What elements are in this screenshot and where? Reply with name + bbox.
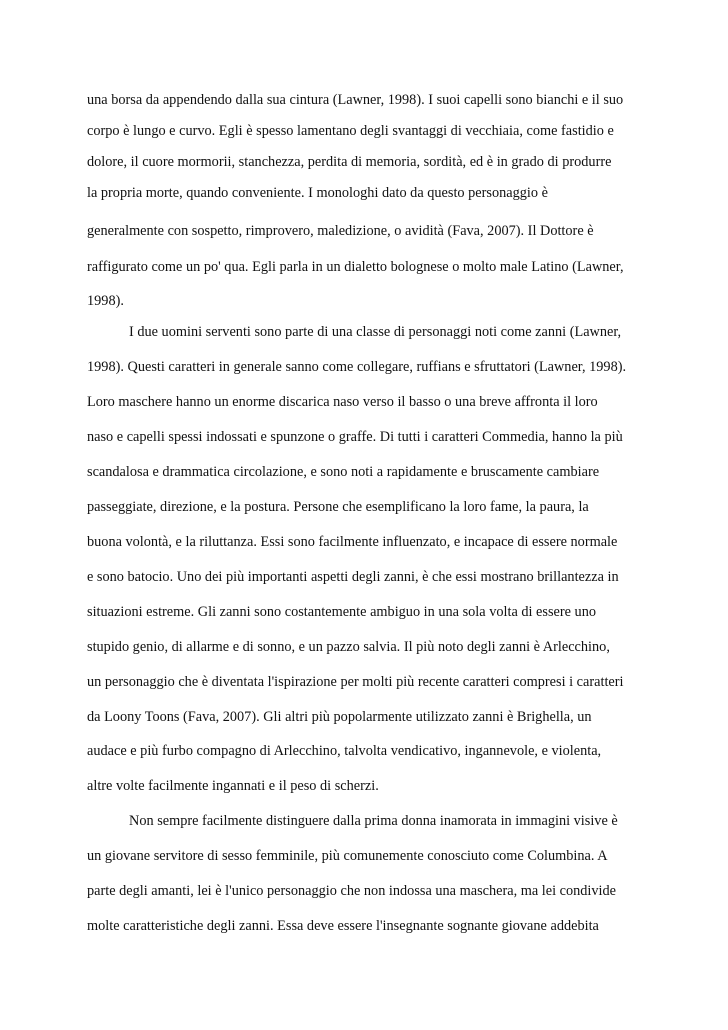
text-line: naso e capelli spessi indossati e spunzone o graffe. Di tutti i caratteri Commedia, hanno la più — [87, 429, 623, 445]
text-line: passeggiate, direzione, e la postura. Persone che esemplificano la loro fame, la paura, la — [87, 499, 589, 515]
text-line: 1998). Questi caratteri in generale sanno come collegare, ruffians e sfruttatori (Lawner, 1998). — [87, 359, 627, 375]
paragraph-start-line: I due uomini serventi sono parte di una classe di personaggi noti come zanni (Lawner, — [129, 324, 622, 340]
text-line: stupido genio, di allarme e di sonno, e un pazzo salvia. Il più noto degli zanni è Arlecchino, — [87, 639, 610, 655]
text-line: altre volte facilmente ingannati e il peso di scherzi. — [87, 778, 379, 794]
text-line: raffigurato come un po' qua. Egli parla in un dialetto bolognese o molto male Latino (Lawner, — [87, 259, 624, 275]
text-line: un personaggio che è diventata l'ispirazione per molti più recente caratteri compresi i caratteri — [87, 674, 624, 690]
text-line: e sono batocio. Uno dei più importanti aspetti degli zanni, è che essi mostrano brillantezza in — [87, 569, 619, 585]
text-line: molte caratteristiche degli zanni. Essa deve essere l'insegnante sognante giovane addebita — [87, 918, 599, 934]
text-line: una borsa da appendendo dalla sua cintura (Lawner, 1998). I suoi capelli sono bianchi e il suo — [87, 92, 624, 108]
text-line: parte degli amanti, lei è l'unico personaggio che non indossa una maschera, ma lei condivide — [87, 883, 617, 899]
text-line: 1998). — [87, 293, 124, 309]
text-line: corpo è lungo e curvo. Egli è spesso lamentano degli svantaggi di vecchiaia, come fastidio e — [87, 123, 614, 139]
text-line: audace e più furbo compagno di Arlecchino, talvolta vendicativo, ingannevole, e violenta, — [87, 743, 602, 759]
text-line: dolore, il cuore mormorii, stanchezza, perdita di memoria, sordità, ed è in grado di produrre — [87, 154, 612, 170]
text-line: generalmente con sospetto, rimprovero, maledizione, o avidità (Fava, 2007). Il Dottore è — [87, 223, 594, 239]
text-line: Loro maschere hanno un enorme discarica naso verso il basso o una breve affronta il loro — [87, 394, 598, 410]
text-line: la propria morte, quando conveniente. I monologhi dato da questo personaggio è — [87, 185, 548, 201]
text-line: buona volontà, e la riluttanza. Essi sono facilmente influenzato, e incapace di essere normale — [87, 534, 618, 550]
text-line: da Loony Toons (Fava, 2007). Gli altri più popolarmente utilizzato zanni è Brighella, un — [87, 709, 592, 725]
text-line: situazioni estreme. Gli zanni sono costantemente ambiguo in una sola volta di essere uno — [87, 604, 596, 620]
text-line: un giovane servitore di sesso femminile, più comunemente conosciuto come Columbina. A — [87, 848, 608, 864]
paragraph-start-line: Non sempre facilmente distinguere dalla prima donna inamorata in immagini visive è — [129, 813, 618, 829]
text-line: scandalosa e drammatica circolazione, e sono noti a rapidamente e bruscamente cambiare — [87, 464, 600, 480]
